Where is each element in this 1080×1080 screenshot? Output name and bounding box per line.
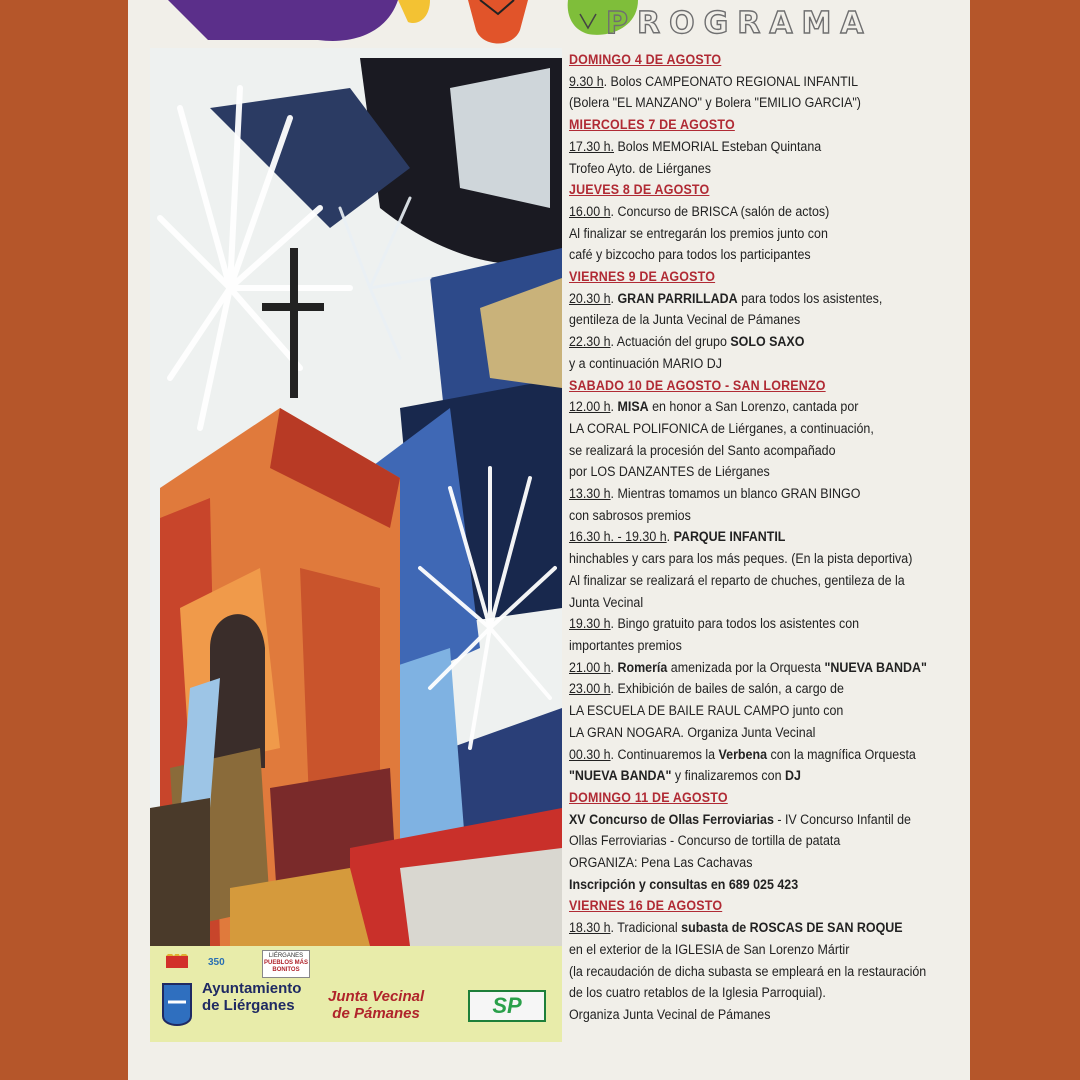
highlight-text: Verbena — [718, 746, 768, 762]
line-text: DOMINGO 11 DE AGOSTO — [569, 789, 728, 805]
line-text: Trofeo Ayto. de Liérganes — [569, 160, 711, 176]
schedule-line — [569, 852, 941, 874]
line-text: con sabrosos premios — [569, 507, 691, 523]
ayuntamiento-logo-text — [202, 980, 301, 1014]
line-text: . Tradicional — [610, 920, 682, 936]
line-text: JUEVES 8 DE AGOSTO — [569, 182, 710, 198]
program-title: PROGRAMA — [606, 6, 873, 41]
ayuntamiento-line-1: Ayuntamiento — [202, 980, 302, 997]
event-poster — [128, 0, 970, 1080]
schedule-line — [569, 678, 941, 700]
event-time: 12.00 h — [569, 399, 611, 415]
junta-vecinal-logo-text — [328, 988, 424, 1022]
line-text: . Bingo gratuito para todos los asistentes con — [610, 616, 860, 632]
event-time: 20.30 h — [569, 290, 611, 306]
highlight-text: SOLO SAXO — [730, 334, 805, 350]
event-time: 00.30 h — [569, 746, 611, 762]
schedule-line — [569, 440, 941, 462]
event-time: 18.30 h — [569, 920, 611, 936]
highlight-text: Inscripción y consultas en 689 025 423 — [569, 876, 799, 892]
highlight-text: XV Concurso de Ollas Ferroviarias — [569, 811, 774, 827]
schedule-line — [569, 570, 941, 592]
logo-350-text: 350 — [208, 957, 225, 968]
schedule-line — [569, 353, 941, 375]
line-text: Al finalizar se realizará el reparto de chuches, gentileza de la — [569, 572, 905, 588]
highlight-text: "NUEVA BANDA" — [824, 659, 927, 675]
line-text: en el exterior de la IGLESIA de San Lorenzo Mártir — [569, 941, 850, 957]
line-text: . Continuaremos la — [610, 746, 719, 762]
day-heading — [569, 49, 941, 71]
schedule-line — [569, 830, 941, 852]
line-text: LA ESCUELA DE BAILE RAUL CAMPO junto con — [569, 703, 844, 719]
line-text: DOMINGO 4 DE AGOSTO — [569, 52, 722, 67]
line-text: con la magnífica Orquesta — [767, 746, 916, 762]
event-time: 9.30 h — [569, 73, 604, 89]
pueblos-bonitos-logo — [262, 950, 310, 978]
schedule-line — [569, 548, 941, 570]
pueblos-logo-text: PUEBLOS MÁS BONITOS — [263, 960, 308, 973]
highlight-text: MISA — [617, 399, 649, 415]
schedule-line — [569, 483, 941, 505]
day-heading — [569, 787, 941, 809]
schedule-line — [569, 201, 941, 223]
event-time: 13.30 h — [569, 486, 611, 502]
line-text: . — [666, 529, 674, 545]
schedule-line — [569, 158, 941, 180]
schedule-line — [569, 223, 941, 245]
schedule-line — [569, 657, 941, 679]
schedule-line — [569, 592, 941, 614]
line-text: - IV Concurso Infantil de — [773, 811, 911, 827]
event-time: 16.00 h — [569, 203, 611, 219]
line-text: de los cuatro retablos de la Iglesia Parroquial). — [569, 985, 826, 1001]
line-text: ORGANIZA: Pena Las Cachavas — [569, 855, 753, 871]
line-text: . Concurso de BRISCA (salón de actos) — [610, 203, 830, 219]
line-text: gentileza de la Junta Vecinal de Pámanes — [569, 312, 801, 328]
line-text: Junta Vecinal — [569, 594, 644, 610]
event-time: 16.30 h. - 19.30 h — [569, 529, 667, 545]
line-text: . — [610, 659, 618, 675]
line-text: LA GRAN NOGARA. Organiza Junta Vecinal — [569, 724, 816, 740]
pueblos-logo-town: LIÉRGANES — [268, 953, 304, 959]
line-text: VIERNES 9 DE AGOSTO — [569, 269, 716, 285]
schedule-line — [569, 331, 941, 353]
ayuntamiento-line-2: de Liérganes — [202, 997, 295, 1014]
event-time: 17.30 h. — [569, 138, 615, 154]
schedule-line — [569, 136, 941, 158]
schedule-line — [569, 396, 941, 418]
schedule-line — [569, 613, 941, 635]
line-text: (la recaudación de dicha subasta se empleará en la restauración — [569, 963, 927, 979]
line-text: . — [610, 290, 618, 306]
line-text: (Bolera "EL MANZANO" y Bolera "EMILIO GARCIA") — [569, 95, 861, 111]
line-text: LA CORAL POLIFONICA de Liérganes, a continuación, — [569, 420, 874, 436]
anniversary-350-logo — [208, 952, 254, 974]
schedule-line — [569, 765, 941, 787]
line-text: hinchables y cars para los más peques. (En la pista deportiva) — [569, 551, 913, 567]
line-text: Ollas Ferroviarias - Concurso de tortilla de patata — [569, 833, 841, 849]
schedule-line — [569, 461, 941, 483]
line-text: café y bizcocho para todos los participantes — [569, 247, 811, 263]
line-text: en honor a San Lorenzo, cantada por — [648, 399, 859, 415]
schedule-line — [569, 939, 941, 961]
schedule-line — [569, 917, 941, 939]
coat-of-arms-icon — [160, 954, 194, 1034]
schedule-line — [569, 1004, 941, 1026]
line-text: MIERCOLES 7 DE AGOSTO — [569, 117, 735, 133]
line-text: importantes premios — [569, 637, 682, 653]
line-text: amenizada por la Orquesta — [667, 659, 825, 675]
line-text: . — [610, 399, 618, 415]
sp-producciones-logo: SP — [468, 990, 546, 1022]
line-text: y a continuación MARIO DJ — [569, 355, 722, 371]
line-text: para todos los asistentes, — [737, 290, 883, 306]
line-text: y finalizaremos con — [671, 768, 785, 784]
schedule-line — [569, 288, 941, 310]
schedule-line — [569, 700, 941, 722]
line-text: Al finalizar se entregarán los premios junto con — [569, 225, 828, 241]
highlight-text: "NUEVA BANDA" — [569, 768, 672, 784]
schedule-line — [569, 635, 941, 657]
schedule-line — [569, 809, 941, 831]
highlight-text: PARQUE INFANTIL — [673, 529, 786, 545]
schedule-line — [569, 874, 941, 896]
line-text: . Mientras tomamos un blanco GRAN BINGO — [610, 486, 861, 502]
schedule-line — [569, 722, 941, 744]
line-text: . Exhibición de bailes de salón, a cargo de — [610, 681, 844, 697]
schedule-line — [569, 92, 941, 114]
event-time: 22.30 h — [569, 334, 611, 350]
event-time: 23.00 h — [569, 681, 611, 697]
highlight-text: DJ — [784, 768, 801, 784]
schedule-line — [569, 961, 941, 983]
schedule-line — [569, 505, 941, 527]
line-text: se realizará la procesión del Santo acompañado — [569, 442, 836, 458]
highlight-text: subasta de ROSCAS DE SAN ROQUE — [681, 920, 903, 936]
day-heading — [569, 375, 941, 397]
day-heading — [569, 266, 941, 288]
schedule-line — [569, 744, 941, 766]
schedule-line — [569, 526, 941, 548]
schedule-line — [569, 71, 941, 93]
line-text: SABADO 10 DE AGOSTO - SAN LORENZO — [569, 377, 826, 393]
event-schedule — [569, 49, 941, 1026]
event-time: 19.30 h — [569, 616, 611, 632]
line-text: . Bolos CAMPEONATO REGIONAL INFANTIL — [603, 73, 859, 89]
sponsor-logos — [150, 946, 562, 1042]
schedule-line — [569, 309, 941, 331]
line-text: por LOS DANZANTES de Liérganes — [569, 464, 770, 480]
line-text: Organiza Junta Vecinal de Pámanes — [569, 1006, 771, 1022]
line-text: Bolos MEMORIAL Esteban Quintana — [614, 138, 822, 154]
schedule-line — [569, 418, 941, 440]
highlight-text: Romería — [617, 659, 668, 675]
junta-line-1: Junta Vecinal — [328, 988, 425, 1005]
event-time: 21.00 h — [569, 659, 611, 675]
line-text: VIERNES 16 DE AGOSTO — [569, 898, 723, 914]
highlight-text: GRAN PARRILLADA — [617, 290, 738, 306]
line-text: . Actuación del grupo — [610, 334, 731, 350]
day-heading — [569, 179, 941, 201]
schedule-line — [569, 244, 941, 266]
junta-line-2: de Pámanes — [332, 1005, 420, 1022]
church-fireworks-artwork — [150, 48, 562, 946]
schedule-line — [569, 982, 941, 1004]
day-heading — [569, 895, 941, 917]
day-heading — [569, 114, 941, 136]
